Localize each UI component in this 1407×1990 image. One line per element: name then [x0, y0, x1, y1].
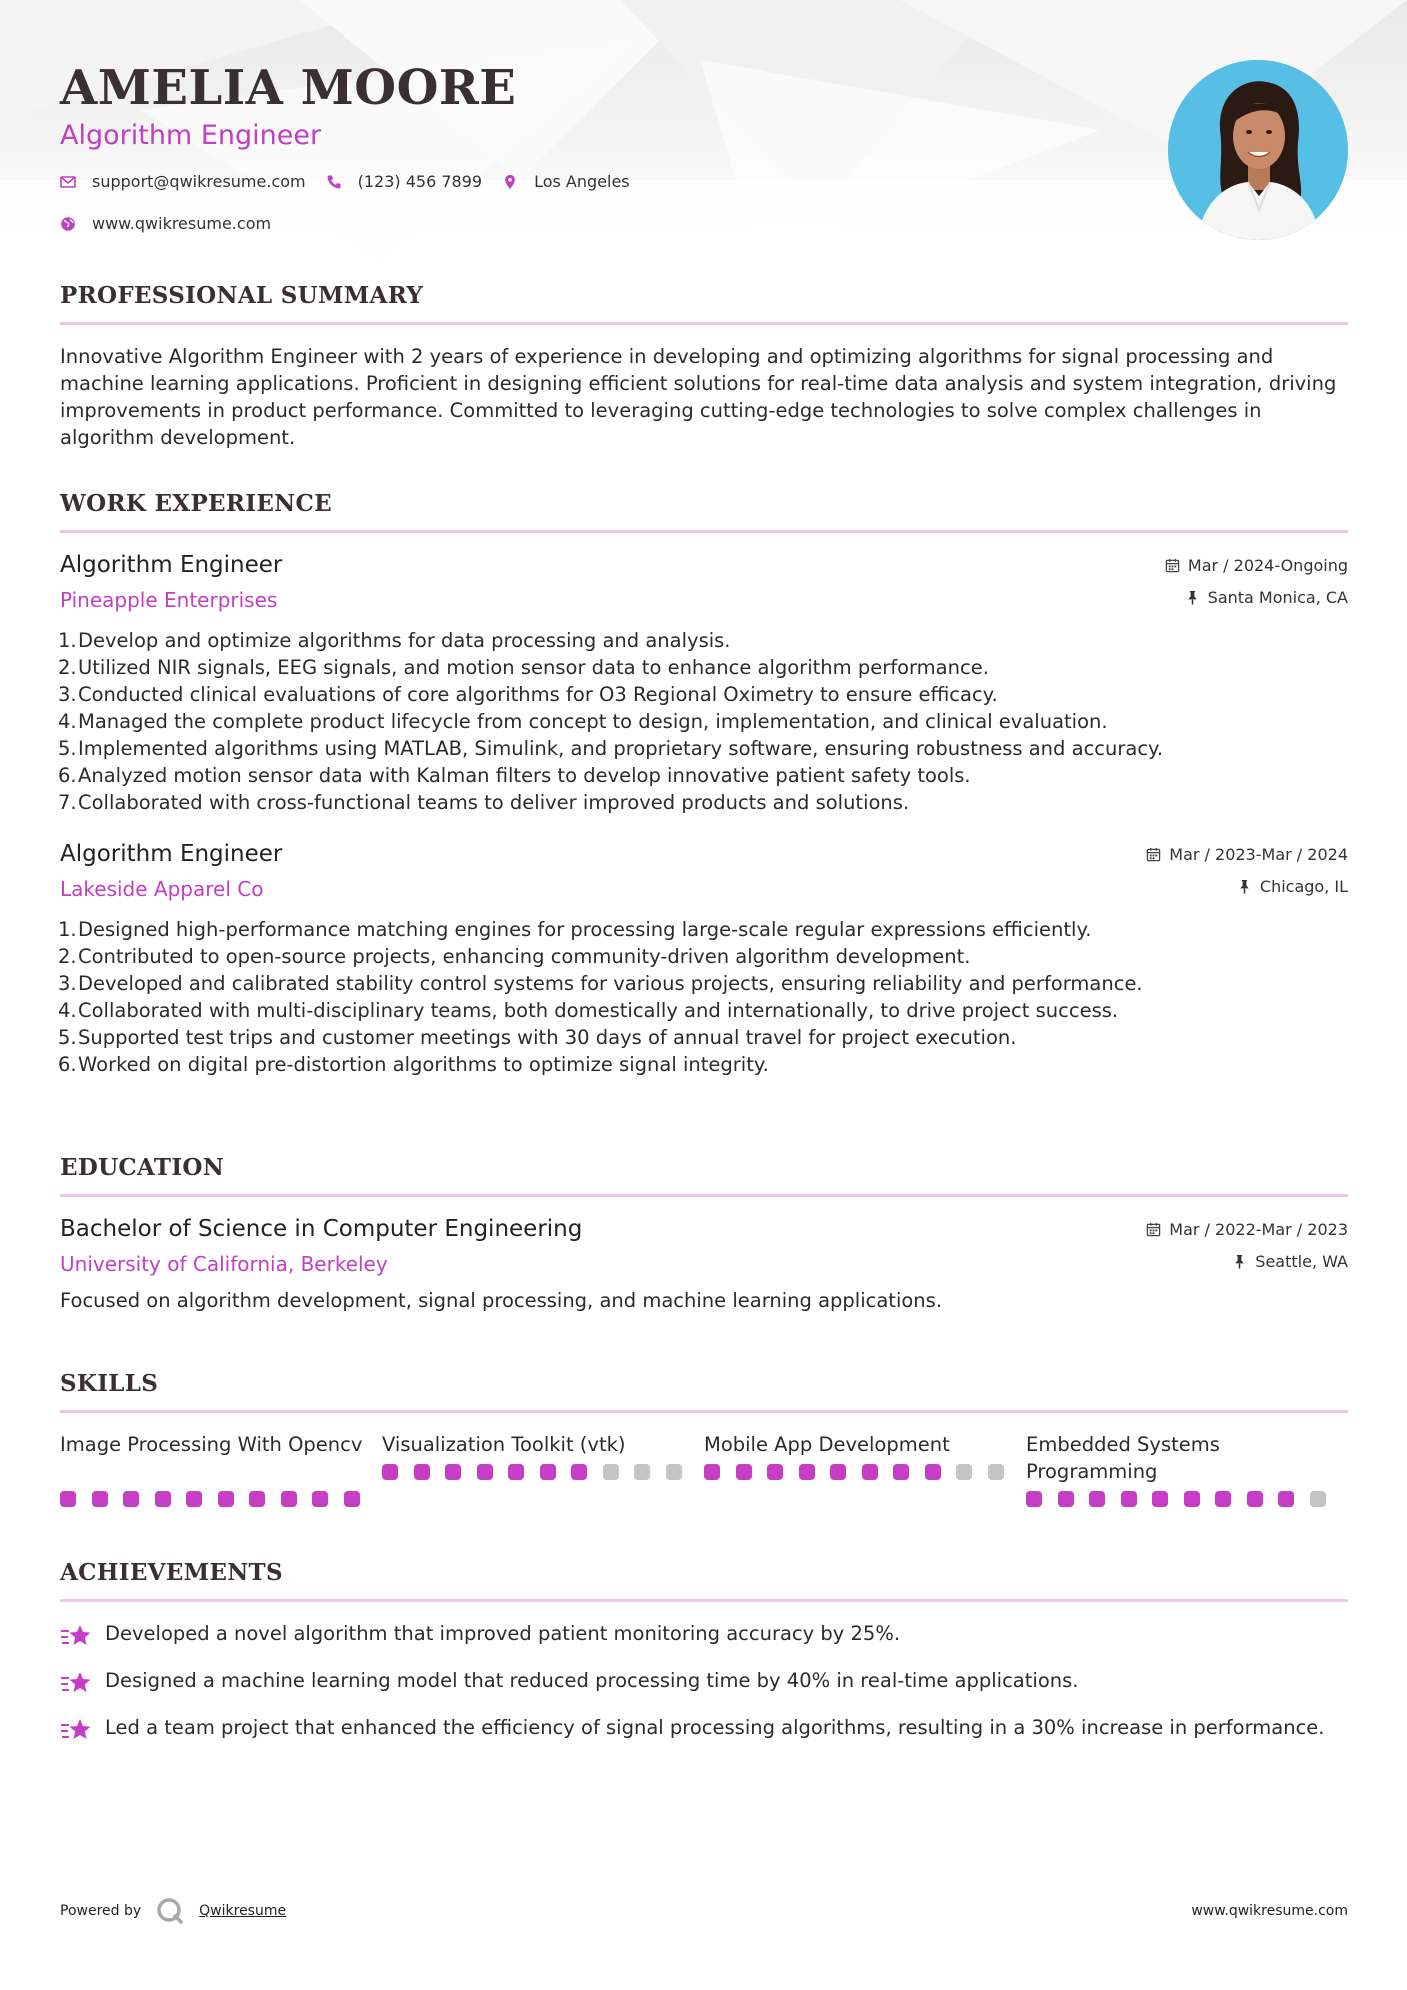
globe-icon: [60, 216, 76, 232]
skill-name: Mobile App Development: [704, 1433, 950, 1456]
job-location: Santa Monica, CA: [1165, 581, 1348, 613]
location-text: Los Angeles: [534, 172, 630, 191]
list-item: Led a team project that enhanced the efficiency of signal processing algorithms, resulting in a 30% increase in performance.: [60, 1714, 1348, 1744]
section-divider: [60, 1599, 1348, 1602]
section-divider: [60, 1410, 1348, 1413]
job-dates: Mar / 2023-Mar / 2024: [1146, 838, 1348, 870]
job-location: Chicago, IL: [1146, 870, 1348, 902]
rating-dot-filled: [155, 1491, 171, 1507]
rating-dot-filled: [736, 1464, 752, 1480]
email-text: support@qwikresume.com: [92, 172, 306, 191]
envelope-icon: [60, 174, 76, 190]
achievements-heading: ACHIEVEMENTS: [60, 1559, 283, 1586]
rating-dot-filled: [508, 1464, 524, 1480]
footer-website-link[interactable]: www.qwikresume.com: [1191, 1903, 1348, 1919]
rating-dot-filled: [893, 1464, 909, 1480]
rating-dot-filled: [123, 1491, 139, 1507]
rating-dot-filled: [1278, 1491, 1294, 1507]
skill-item: [1026, 1431, 1348, 1507]
education-entry: [60, 1213, 1348, 1314]
rating-dot-filled: [767, 1464, 783, 1480]
contact-phone[interactable]: [326, 172, 482, 191]
powered-by: [60, 1896, 286, 1926]
rating-dot-empty: [956, 1464, 972, 1480]
calendar-icon: [1146, 1222, 1161, 1237]
rating-dot-filled: [540, 1464, 556, 1480]
section-summary: [60, 280, 1348, 451]
list-item: 3. Developed and calibrated stability control systems for various projects, ensuring reliability and performance.: [58, 972, 1143, 995]
contact-location: [502, 172, 630, 191]
list-item: 2. Utilized NIR signals, EEG signals, and motion sensor data to enhance algorithm performance.: [58, 656, 989, 679]
skill-item: [704, 1431, 1026, 1507]
section-achievements: [60, 1557, 1348, 1761]
calendar-icon: [1165, 558, 1180, 573]
calendar-icon: [1146, 847, 1161, 862]
website-text: www.qwikresume.com: [92, 214, 272, 233]
rating-dot-filled: [445, 1464, 461, 1480]
section-divider: [60, 1194, 1348, 1197]
rating-dot-filled: [925, 1464, 941, 1480]
contact-email[interactable]: [60, 172, 306, 191]
rating-dot-filled: [382, 1464, 398, 1480]
phone-text: (123) 456 7899: [357, 172, 483, 191]
section-education: [60, 1152, 1348, 1314]
rating-dot-filled: [1215, 1491, 1231, 1507]
list-item: 5. Supported test trips and customer meetings with 30 days of annual travel for project execution.: [58, 1026, 1017, 1049]
rating-dot-empty: [603, 1464, 619, 1480]
rating-dot-empty: [634, 1464, 650, 1480]
school: University of California, Berkeley: [60, 1252, 388, 1276]
rating-dot-filled: [1152, 1491, 1168, 1507]
pushpin-icon: [1237, 879, 1252, 894]
section-divider: [60, 530, 1348, 533]
job-company: Lakeside Apparel Co: [60, 877, 264, 901]
rating-dot-filled: [799, 1464, 815, 1480]
shooting-star-icon: [60, 1622, 92, 1650]
list-item: 6. Analyzed motion sensor data with Kalman filters to develop innovative patient safety tools.: [58, 764, 971, 787]
contact-row-primary: [60, 172, 650, 191]
summary-text: Innovative Algorithm Engineer with 2 years of experience in developing and optimizing algorithms for signal processing and machine learning applications. Proficient in designing efficient solutions for real-time data analysis and system integration, driving improvements in product performance. Committed to leveraging cutting-edge technologies to solve complex challenges in algorithm development.: [60, 345, 1337, 449]
pushpin-icon: [1232, 1254, 1247, 1269]
section-skills: [60, 1368, 1348, 1507]
contact-website[interactable]: [60, 214, 271, 233]
shooting-star-icon: [60, 1669, 92, 1697]
footer: [60, 1896, 1348, 1926]
shooting-star-icon: [60, 1716, 92, 1744]
list-item: 2. Contributed to open-source projects, enhancing community-driven algorithm development.: [58, 945, 971, 968]
job-role: Algorithm Engineer: [60, 841, 283, 867]
map-pin-icon: [502, 174, 518, 190]
candidate-title: Algorithm Engineer: [60, 120, 322, 151]
skill-item: [382, 1431, 704, 1507]
powered-by-label: Powered by: [60, 1903, 142, 1919]
skill-rating: [60, 1491, 382, 1507]
skills-heading: SKILLS: [60, 1370, 159, 1397]
skill-name: Image Processing With Opencv: [60, 1433, 363, 1456]
list-item: Designed a machine learning model that reduced processing time by 40% in real-time applications.: [60, 1667, 1348, 1697]
rating-dot-filled: [60, 1491, 76, 1507]
rating-dot-filled: [830, 1464, 846, 1480]
rating-dot-filled: [414, 1464, 430, 1480]
candidate-name: AMELIA MOORE: [60, 60, 517, 116]
education-heading: EDUCATION: [60, 1154, 225, 1181]
education-dates: Mar / 2022-Mar / 2023: [1146, 1213, 1348, 1245]
summary-heading: PROFESSIONAL SUMMARY: [60, 282, 424, 309]
skill-item: [60, 1431, 382, 1507]
skill-rating: [704, 1464, 1026, 1480]
list-item: 7. Collaborated with cross-functional teams to deliver improved products and solutions.: [58, 791, 910, 814]
contact-row-secondary: [60, 214, 291, 233]
skill-name: Embedded Systems Programming: [1026, 1433, 1220, 1483]
rating-dot-filled: [1026, 1491, 1042, 1507]
degree: Bachelor of Science in Computer Engineering: [60, 1216, 583, 1242]
list-item: 4. Managed the complete product lifecycle from concept to design, implementation, and clinical evaluation.: [58, 710, 1108, 733]
skill-name: Visualization Toolkit (vtk): [382, 1433, 626, 1456]
rating-dot-empty: [988, 1464, 1004, 1480]
skill-rating: [1026, 1491, 1348, 1507]
rating-dot-filled: [704, 1464, 720, 1480]
rating-dot-empty: [1310, 1491, 1326, 1507]
skill-rating: [382, 1464, 704, 1480]
list-item: 1. Develop and optimize algorithms for data processing and analysis.: [58, 629, 731, 652]
rating-dot-filled: [249, 1491, 265, 1507]
job-bullets: [60, 627, 1348, 816]
rating-dot-filled: [281, 1491, 297, 1507]
section-divider: [60, 322, 1348, 325]
rating-dot-filled: [1121, 1491, 1137, 1507]
list-item: Developed a novel algorithm that improved patient monitoring accuracy by 25%.: [60, 1620, 1348, 1650]
rating-dot-filled: [218, 1491, 234, 1507]
brand-link[interactable]: Qwikresume: [199, 1903, 287, 1919]
phone-icon: [326, 174, 342, 190]
qwikresume-logo-icon: [155, 1896, 185, 1926]
list-item: 4. Collaborated with multi-disciplinary teams, both domestically and internationally, to drive project success.: [58, 999, 1119, 1022]
experience-heading: WORK EXPERIENCE: [60, 490, 332, 517]
job-bullets: [60, 916, 1348, 1078]
section-experience: [60, 488, 1348, 1078]
rating-dot-filled: [92, 1491, 108, 1507]
list-item: 1. Designed high-performance matching engines for processing large-scale regular expressions efficiently.: [58, 918, 1092, 941]
job-entry-2: [60, 838, 1348, 1078]
job-company: Pineapple Enterprises: [60, 588, 278, 612]
list-item: 6. Worked on digital pre-distortion algorithms to optimize signal integrity.: [58, 1053, 769, 1076]
avatar: [1168, 60, 1348, 240]
rating-dot-empty: [666, 1464, 682, 1480]
rating-dot-filled: [862, 1464, 878, 1480]
skills-grid: [60, 1431, 1348, 1507]
rating-dot-filled: [1089, 1491, 1105, 1507]
achievements-list: [60, 1620, 1348, 1744]
job-dates: Mar / 2024-Ongoing: [1165, 549, 1348, 581]
education-description: Focused on algorithm development, signal processing, and machine learning applications.: [60, 1289, 943, 1312]
rating-dot-filled: [1247, 1491, 1263, 1507]
rating-dot-filled: [344, 1491, 360, 1507]
list-item: 3. Conducted clinical evaluations of core algorithms for O3 Regional Oximetry to ensure efficacy.: [58, 683, 998, 706]
education-location: Seattle, WA: [1146, 1245, 1348, 1277]
rating-dot-filled: [312, 1491, 328, 1507]
job-role: Algorithm Engineer: [60, 552, 283, 578]
rating-dot-filled: [1058, 1491, 1074, 1507]
rating-dot-filled: [1184, 1491, 1200, 1507]
job-entry-1: [60, 549, 1348, 816]
pushpin-icon: [1185, 590, 1200, 605]
rating-dot-filled: [186, 1491, 202, 1507]
rating-dot-filled: [477, 1464, 493, 1480]
list-item: 5. Implemented algorithms using MATLAB, Simulink, and proprietary software, ensuring robustness and accuracy.: [58, 737, 1164, 760]
rating-dot-filled: [571, 1464, 587, 1480]
profile-photo: [1168, 60, 1348, 240]
